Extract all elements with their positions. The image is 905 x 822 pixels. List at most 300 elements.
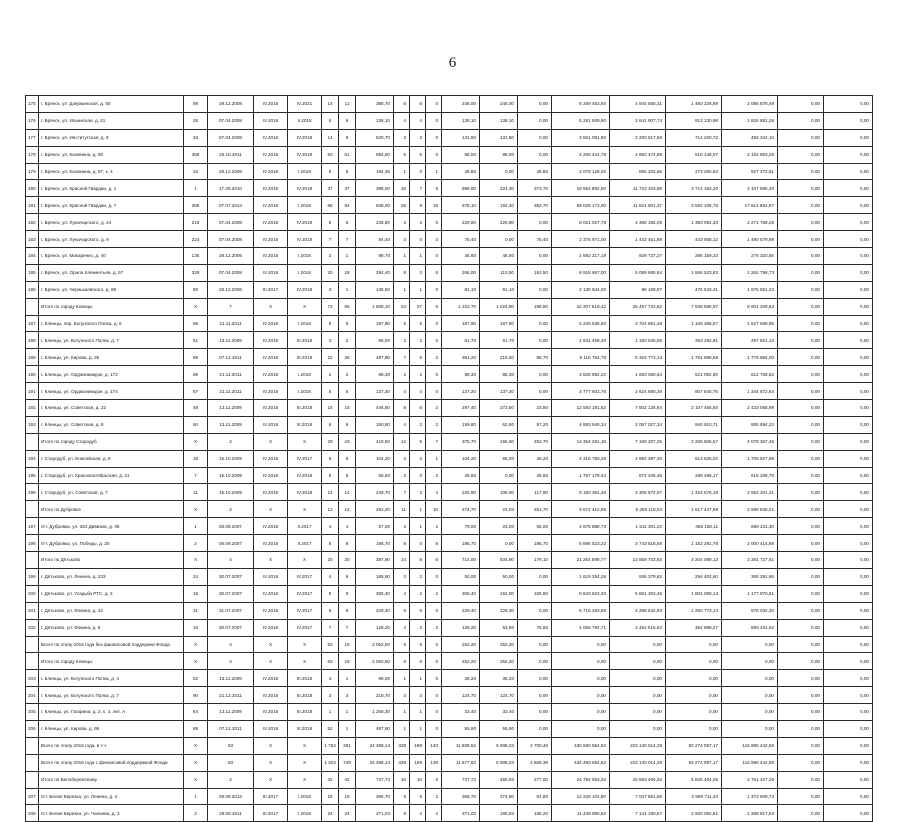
table-cell: 0,00 <box>824 129 873 146</box>
table-cell: 615 338,79 <box>722 467 778 484</box>
table-cell: 62,60 <box>480 416 518 433</box>
table-cell: 0 <box>426 332 442 349</box>
table-cell: X <box>288 771 322 788</box>
table-cell: 434 490 554,62 <box>552 754 610 771</box>
table-cell: 55,90 <box>480 720 518 737</box>
table-cell: 1 <box>394 670 410 687</box>
table-cell: 4 107 595,40 <box>722 180 778 197</box>
table-cell: 0,00 <box>824 450 873 467</box>
table-cell: 8 <box>410 552 426 569</box>
table-cell: 0 <box>410 231 426 248</box>
table-cell: 5 <box>322 112 339 129</box>
table-cell: I.2018 <box>288 248 322 265</box>
table-cell: X <box>254 552 288 569</box>
table-cell: 251,70 <box>518 501 552 518</box>
table-cell: IV.2017 <box>288 602 322 619</box>
table-cell: 20 <box>322 552 339 569</box>
table-cell: 162,00 <box>480 585 518 602</box>
table-cell: 5 <box>339 383 356 400</box>
table-cell: 75,40 <box>442 231 480 248</box>
table-cell: 13.11.2009 <box>208 704 254 721</box>
table-cell: 0 <box>426 687 442 704</box>
table-cell: III.2018 <box>288 416 322 433</box>
table-cell: 8 <box>339 535 356 552</box>
table-cell: г. Клинцы, ул. Орджоникидзе, д. 174 <box>39 383 184 400</box>
table-cell: 1 826 881,28 <box>722 112 778 129</box>
table-cell: 0,00 <box>824 231 873 248</box>
table-cell: 0,00 <box>518 96 552 113</box>
table-cell: 0,00 <box>824 96 873 113</box>
table-cell: IV.2016 <box>254 467 288 484</box>
table-cell: 1 <box>410 248 426 265</box>
table-cell: 0,00 <box>552 687 610 704</box>
table-cell: 5 <box>410 315 426 332</box>
table-cell: 0,00 <box>518 602 552 619</box>
table-cell: 1 <box>394 248 410 265</box>
table-cell <box>26 298 39 315</box>
table-cell: 139 <box>426 754 442 771</box>
subtotal-row <box>26 771 873 788</box>
subtotal-row <box>26 636 873 653</box>
table-cell: 0,00 <box>666 670 722 687</box>
table-cell: 0,00 <box>778 568 824 585</box>
table-row <box>26 197 873 214</box>
table-cell: 18 <box>184 450 208 467</box>
table-cell: 518 148,57 <box>666 146 722 163</box>
table-cell: 0,00 <box>518 568 552 585</box>
table-cell: 354 898,27 <box>666 619 722 636</box>
table-cell: 0,00 <box>666 704 722 721</box>
table-cell: X <box>184 298 208 315</box>
table-cell: 3 714 183,20 <box>666 180 722 197</box>
table-cell: 31 <box>184 602 208 619</box>
table-row <box>26 180 873 197</box>
table-cell: 79,00 <box>442 518 480 535</box>
table-cell: 4 <box>339 518 356 535</box>
table-cell: 476 543,41 <box>666 281 722 298</box>
table-cell: 180 <box>26 180 39 197</box>
table-cell: 33,40 <box>480 704 518 721</box>
table-cell: 3 <box>410 264 426 281</box>
table-cell: 11 <box>394 501 410 518</box>
table-cell: 8 <box>426 535 442 552</box>
table-cell: 3 704 681,48 <box>610 315 666 332</box>
table-cell: 3 <box>410 214 426 231</box>
table-cell: 2 <box>410 366 426 383</box>
table-cell: 2 062,50 <box>356 636 394 653</box>
table-cell: 14 <box>339 484 356 501</box>
table-row <box>26 687 873 704</box>
table-cell: IV.2019 <box>288 281 322 298</box>
table-cell: 1 258,30 <box>356 704 394 721</box>
table-cell: 446,80 <box>356 400 394 417</box>
table-cell: 2 057 027,34 <box>610 416 666 433</box>
table-cell: 297,40 <box>442 400 480 417</box>
table-cell: 0,00 <box>518 720 552 737</box>
table-cell: 104,20 <box>442 450 480 467</box>
table-cell: 91,80 <box>518 788 552 805</box>
table-cell: 1 324 576,18 <box>666 484 722 501</box>
table-cell: 165,60 <box>480 433 518 450</box>
table-row <box>26 805 873 822</box>
table-cell: 229,40 <box>356 602 394 619</box>
table-cell: 1 106 366,57 <box>666 315 722 332</box>
table-cell: 0,00 <box>824 467 873 484</box>
table-cell: 2 <box>184 535 208 552</box>
table-cell: 430 690 554,62 <box>552 737 610 754</box>
table-cell: 613 525,02 <box>666 450 722 467</box>
table-cell: 5 281 929,90 <box>552 112 610 129</box>
table-cell: 3 <box>394 214 410 231</box>
table-cell: 204 <box>26 687 39 704</box>
table-cell: 0 <box>426 112 442 129</box>
table-cell: 29.12.2008 <box>208 96 254 113</box>
table-cell: 45,60 <box>442 467 480 484</box>
table-cell: 0,00 <box>824 535 873 552</box>
table-cell: 0,00 <box>824 112 873 129</box>
table-cell: 2 <box>426 585 442 602</box>
table-cell: 2 624 690,39 <box>610 383 666 400</box>
table-row <box>26 366 873 383</box>
table-cell: III.2018 <box>288 332 322 349</box>
table-cell: 201 <box>26 602 39 619</box>
table-cell: X <box>254 653 288 670</box>
table-cell: 63 <box>322 653 339 670</box>
table-cell: 5 <box>322 467 339 484</box>
table-cell: IV.2016 <box>254 129 288 146</box>
table-cell: 11 <box>339 96 356 113</box>
table-cell: 178 <box>26 146 39 163</box>
table-cell: 273,50 <box>480 400 518 417</box>
table-cell: 6 <box>322 416 339 433</box>
table-cell: 0,00 <box>518 129 552 146</box>
table-cell: 2 <box>208 501 254 518</box>
table-cell: 7 169 207,25 <box>610 433 666 450</box>
table-cell: 365 <box>184 197 208 214</box>
table-cell: 0,00 <box>778 737 824 754</box>
table-cell: 42 <box>322 771 339 788</box>
table-cell: I.2018 <box>288 197 322 214</box>
table-cell: 0,00 <box>778 670 824 687</box>
table-cell: 366,70 <box>356 788 394 805</box>
table-cell: 2 107 465,50 <box>666 400 722 417</box>
table-cell: 2 920 092,61 <box>666 805 722 822</box>
table-cell: 135,50 <box>356 281 394 298</box>
table-cell: 6 <box>410 602 426 619</box>
table-cell: 28 <box>394 197 410 214</box>
table-cell: 21.11.2011 <box>208 383 254 400</box>
table-cell: 179,10 <box>518 552 552 569</box>
table-cell: 4 316 750,28 <box>552 450 610 467</box>
table-cell: 13.11.2009 <box>208 416 254 433</box>
table-cell: I.2018 <box>288 383 322 400</box>
table-cell: X <box>254 754 288 771</box>
table-cell: г. Клинцы, ул. Орджоникидзе, д. 172 <box>39 366 184 383</box>
table-cell: 7 <box>322 231 339 248</box>
table-cell: 936 379,82 <box>610 568 666 585</box>
table-cell: 294 402,60 <box>666 568 722 585</box>
table-cell: 65 <box>339 298 356 315</box>
table-cell: 179 <box>26 163 39 180</box>
table-cell: 9 <box>426 180 442 197</box>
table-cell: 0,00 <box>610 636 666 653</box>
table-cell: IV.2016 <box>254 704 288 721</box>
table-cell: 9 <box>322 315 339 332</box>
table-cell: 92 274 097,17 <box>666 754 722 771</box>
table-cell: 8 918 667,00 <box>552 264 610 281</box>
table-cell: X <box>254 433 288 450</box>
table-cell: 387,90 <box>356 552 394 569</box>
table-cell: IV.2016 <box>254 568 288 585</box>
table-cell: 927 272,61 <box>722 163 778 180</box>
table-cell: 339 <box>394 737 410 754</box>
table-cell: 9 <box>339 315 356 332</box>
table-cell: 2 062,50 <box>356 653 394 670</box>
table-cell: 07.12.2011 <box>208 720 254 737</box>
table-cell: 0,00 <box>778 248 824 265</box>
table-cell: 994,50 <box>356 146 394 163</box>
table-cell: 23 <box>339 433 356 450</box>
table-cell: 0,00 <box>778 400 824 417</box>
table-cell: 8 <box>339 129 356 146</box>
table-cell: 0,00 <box>824 687 873 704</box>
table-cell: 138,10 <box>356 112 394 129</box>
table-cell: 0,00 <box>610 653 666 670</box>
table-cell: 0,00 <box>666 636 722 653</box>
table-cell: 12 <box>394 433 410 450</box>
table-cell: 0 <box>426 315 442 332</box>
table-cell: 1 383 094,33 <box>666 214 722 231</box>
table-cell: 19 554 882,50 <box>552 180 610 197</box>
table-cell: 8 843 623,20 <box>552 585 610 602</box>
table-cell: 4 288 542,93 <box>610 602 666 619</box>
table-cell: 0,00 <box>778 501 824 518</box>
table-cell: 9 572 412,95 <box>552 501 610 518</box>
table-cell: I.2018 <box>288 788 322 805</box>
table-cell: 87 <box>184 383 208 400</box>
table-cell: 4 <box>208 552 254 569</box>
table-cell: X <box>254 501 288 518</box>
table-cell: 9 116 754,78 <box>552 349 610 366</box>
table-cell: 1 841 459,40 <box>552 332 610 349</box>
table-cell: 0,00 <box>778 653 824 670</box>
table-cell: IV.2016 <box>254 180 288 197</box>
table-cell: 2 <box>322 248 339 265</box>
table-cell: 176 <box>26 112 39 129</box>
table-cell: 2 086 878,49 <box>722 96 778 113</box>
table-cell: 57,00 <box>356 518 394 535</box>
table-cell: 2 <box>208 771 254 788</box>
table-cell: 2 552 201,31 <box>722 484 778 501</box>
table-cell: 8 <box>394 535 410 552</box>
table-cell: 0,00 <box>610 670 666 687</box>
table-cell: 7 <box>410 180 426 197</box>
table-cell: 3 <box>394 518 410 535</box>
table-cell: 0,00 <box>518 687 552 704</box>
table-cell: 6 <box>339 214 356 231</box>
table-cell: 268 495,17 <box>666 467 722 484</box>
table-cell: 419,50 <box>356 433 394 450</box>
table-cell: 2 139 944,00 <box>552 281 610 298</box>
table-cell: X <box>288 552 322 569</box>
table-cell: Итого по городу Клинцы <box>39 298 184 315</box>
table-cell: 07.04.2008 <box>208 129 254 146</box>
table-row <box>26 349 873 366</box>
table-cell: 5 <box>339 163 356 180</box>
table-cell: 12 583 181,52 <box>552 400 610 417</box>
table-cell: 0,00 <box>722 636 778 653</box>
table-cell: 0,00 <box>778 214 824 231</box>
table-cell: 4 <box>322 518 339 535</box>
table-cell: 218,70 <box>356 687 394 704</box>
table-cell: 202 <box>26 619 39 636</box>
table-cell: 2 <box>410 619 426 636</box>
table-cell: 207 <box>26 788 39 805</box>
table-cell: 252,20 <box>442 636 480 653</box>
table-cell: 3 <box>322 687 339 704</box>
table-cell: 0,00 <box>824 670 873 687</box>
table-cell: Итого по Дятьково <box>39 552 184 569</box>
table-cell: 6 896 523,22 <box>552 535 610 552</box>
table-cell: 9 <box>410 197 426 214</box>
table-cell: 50,00 <box>442 568 480 585</box>
table-cell: 8 180 351,46 <box>552 484 610 501</box>
table-cell: 0,00 <box>778 771 824 788</box>
table-cell: 83 <box>208 737 254 754</box>
table-cell: 72 <box>322 298 339 315</box>
table-cell: 2 152 863,25 <box>722 146 778 163</box>
table-cell: 248,00 <box>442 96 480 113</box>
table-cell: 1 619 254,28 <box>552 568 610 585</box>
table-cell: 185,90 <box>356 568 394 585</box>
table-cell: 0,00 <box>778 636 824 653</box>
table-cell: 15 <box>339 400 356 417</box>
table-cell: 138,10 <box>442 112 480 129</box>
table-cell: 2 <box>394 450 410 467</box>
table-cell: пгт. Белая Березка, ул. Чапаева, д. 3 <box>39 805 184 822</box>
table-cell: 83 <box>322 146 339 163</box>
table-cell: 208 <box>26 805 39 822</box>
table-cell: 33,40 <box>442 704 480 721</box>
table-cell: 0,00 <box>824 720 873 737</box>
table-row <box>26 96 873 113</box>
table-cell: 215,50 <box>480 349 518 366</box>
resettlement-table-container <box>25 95 873 822</box>
table-cell: 4 <box>394 383 410 400</box>
table-cell: 104,20 <box>356 450 394 467</box>
table-cell: 229,40 <box>480 602 518 619</box>
table-cell: X <box>254 771 288 788</box>
table-cell: 07.04.2008 <box>208 264 254 281</box>
table-cell: 0,00 <box>480 535 518 552</box>
table-cell: 199 <box>410 737 426 754</box>
table-cell: 113,50 <box>480 264 518 281</box>
table-cell: 98,70 <box>356 248 394 265</box>
table-cell: IV.2016 <box>254 535 288 552</box>
table-cell: 1 372 609,73 <box>722 788 778 805</box>
table-cell: 3 <box>394 129 410 146</box>
table-cell: 29.08.2011 <box>208 805 254 822</box>
table-cell: 0,00 <box>778 619 824 636</box>
table-cell: 0 <box>426 602 442 619</box>
table-cell: 2 <box>208 433 254 450</box>
table-cell: 183 <box>26 231 39 248</box>
table-cell: 273 260,83 <box>666 163 722 180</box>
table-cell: г. Брянск, ул. Ильинская, д. 21 <box>39 112 184 129</box>
table-body <box>26 96 873 822</box>
table-cell: 6 <box>394 653 410 670</box>
table-cell: 19 <box>339 636 356 653</box>
table-cell: 0,00 <box>824 366 873 383</box>
table-cell: IV.2017 <box>288 450 322 467</box>
table-cell: 6 <box>394 602 410 619</box>
table-cell: 388,70 <box>356 96 394 113</box>
table-cell: 1 177 970,61 <box>722 585 778 602</box>
subtotal-row <box>26 433 873 450</box>
table-cell: 199 <box>26 568 39 585</box>
table-cell: 48,60 <box>442 248 480 265</box>
table-cell: 306,40 <box>356 585 394 602</box>
table-cell: 1 992 387,30 <box>610 450 666 467</box>
table-cell: 0,00 <box>722 720 778 737</box>
table-cell: 5 <box>410 433 426 450</box>
table-cell: 0,00 <box>552 704 610 721</box>
table-cell: 4 204 089,13 <box>666 552 722 569</box>
table-cell: 177 <box>26 129 39 146</box>
table-cell: 1 617 447,89 <box>666 501 722 518</box>
table-cell: 198 <box>26 535 39 552</box>
table-cell: 64 <box>339 197 356 214</box>
table-cell: 9 <box>339 585 356 602</box>
table-cell: 0 <box>426 146 442 163</box>
table-cell: 2 433 058,99 <box>722 400 778 417</box>
table-cell: 18 <box>322 788 339 805</box>
table-cell <box>26 433 39 450</box>
table-cell: 7 502 126,94 <box>610 400 666 417</box>
table-cell: 294,40 <box>356 264 394 281</box>
table-cell: г. Клинцы, ул. Советская, д. 8 <box>39 416 184 433</box>
table-cell: 274,90 <box>480 788 518 805</box>
table-cell: 0,00 <box>480 163 518 180</box>
table-cell: 1 152 291,78 <box>666 535 722 552</box>
table-cell: 4 <box>394 112 410 129</box>
table-cell: 976 032,32 <box>722 602 778 619</box>
table-cell: 15 <box>184 585 208 602</box>
table-cell: 1 250 773,13 <box>666 602 722 619</box>
table-cell: 0,00 <box>778 180 824 197</box>
table-cell: 338 <box>394 754 410 771</box>
table-cell: 4 <box>394 416 410 433</box>
table-cell: 0,00 <box>518 704 552 721</box>
table-cell: 25.10.2011 <box>208 146 254 163</box>
table-cell: X <box>288 653 322 670</box>
table-cell: 749 <box>339 754 356 771</box>
table-cell: 4 <box>410 805 426 822</box>
table-cell: 0,00 <box>552 653 610 670</box>
table-cell: 2 899 711,44 <box>666 788 722 805</box>
table-cell: 0 <box>426 720 442 737</box>
table-cell: 2 <box>339 332 356 349</box>
table-cell: 0,00 <box>778 315 824 332</box>
table-cell: 4 305 572,97 <box>610 484 666 501</box>
table-row <box>26 248 873 265</box>
table-cell: 85,70 <box>518 349 552 366</box>
table-cell: г. Брянск, ул. Красной Гвардии, д. 1 <box>39 180 184 197</box>
table-cell: 0,00 <box>824 248 873 265</box>
table-cell: 42 207 519,42 <box>552 298 610 315</box>
table-cell: 3 <box>322 332 339 349</box>
table-cell: 64 <box>184 704 208 721</box>
